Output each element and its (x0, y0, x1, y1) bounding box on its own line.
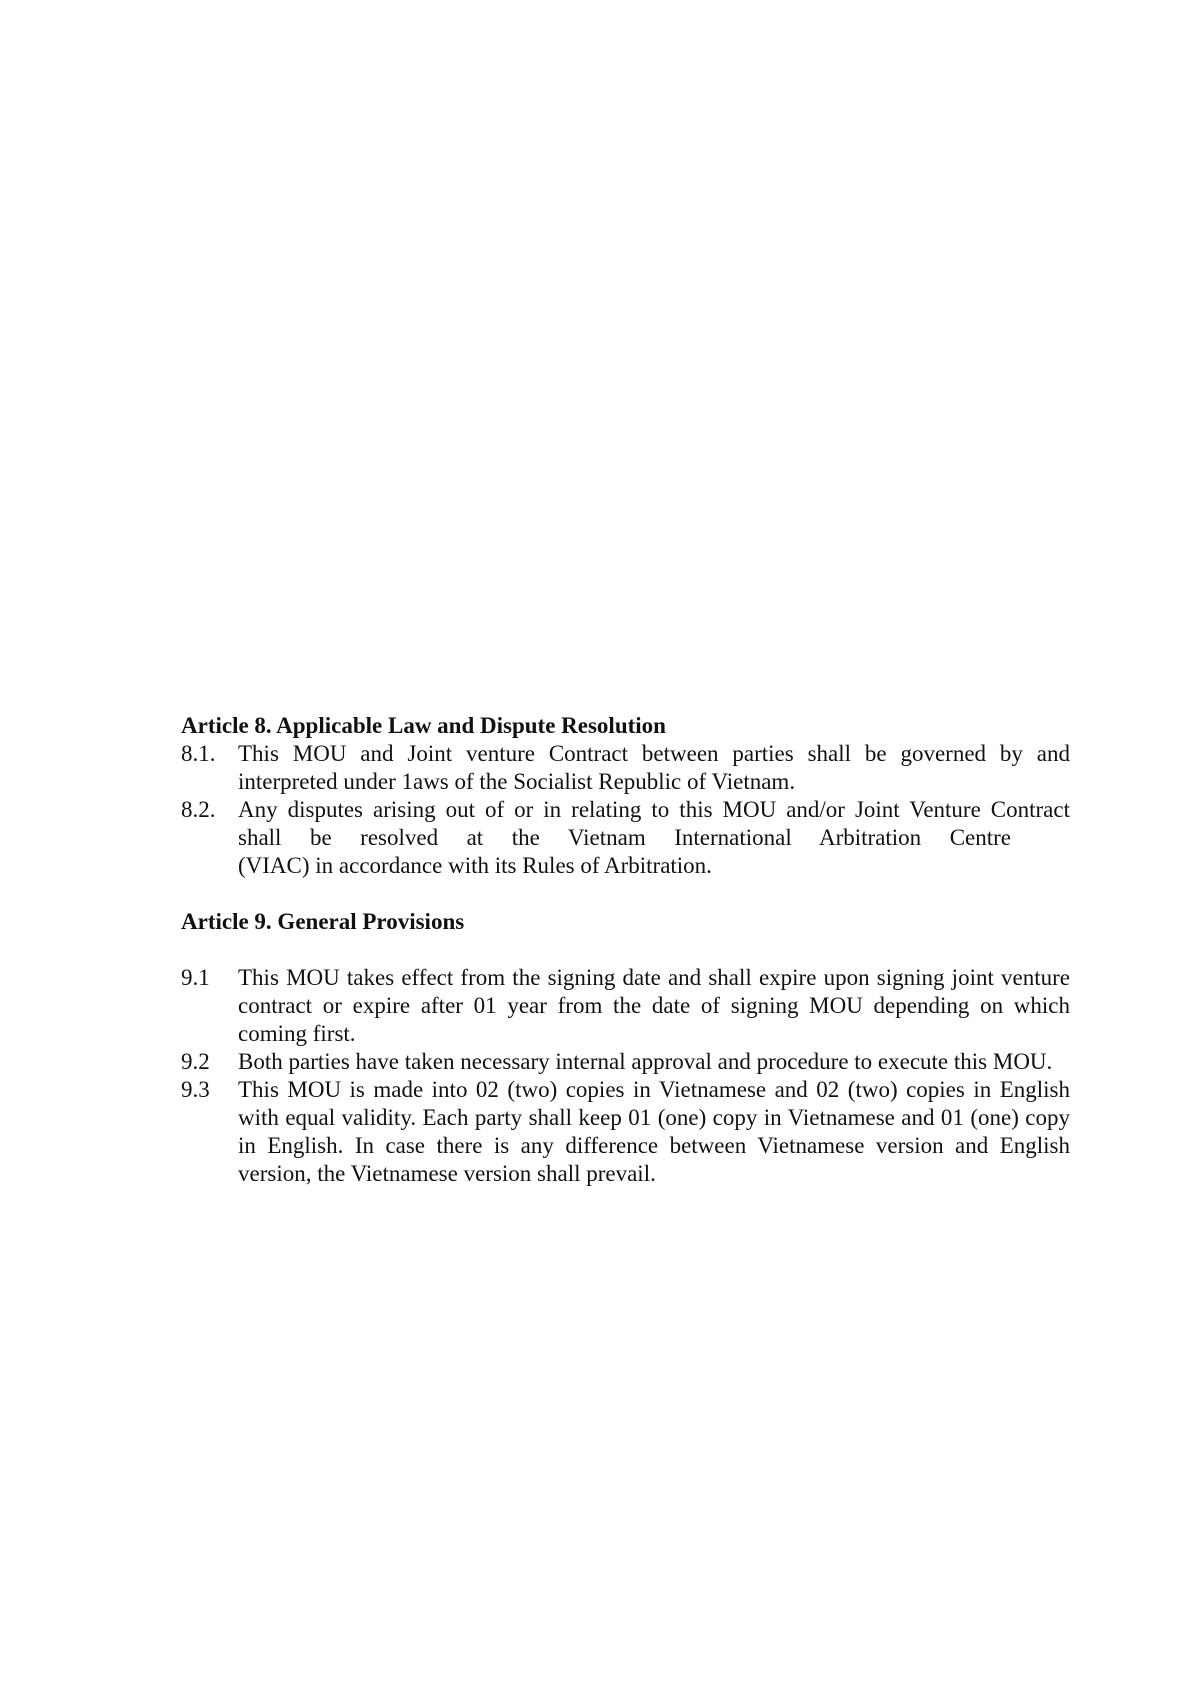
clause-9-3 (181, 1076, 1070, 1188)
section-gap (181, 880, 1070, 908)
article-9-clauses (181, 964, 1070, 1188)
clause-number: 9.3 (181, 1077, 210, 1102)
clause-number: 8.1. (181, 741, 216, 766)
clause-8-1 (181, 740, 1070, 796)
clause-text: This MOU takes effect from the signing date and shall expire upon signing joint venture contract or expire after 01 year from the date of signing MOU depending on which coming first. (238, 965, 1070, 1046)
clause-number: 8.2. (181, 797, 216, 822)
clause-text (238, 796, 1070, 880)
section-gap (181, 936, 1070, 964)
document-body (181, 712, 1070, 1188)
article-9-heading: Article 9. General Provisions (181, 909, 465, 934)
clause-9-2 (181, 1048, 1070, 1076)
clause-9-1 (181, 964, 1070, 1048)
clause-text-line: (VIAC) in accordance with its Rules of Arbitration. (238, 853, 712, 878)
clause-text: Both parties have taken necessary internal approval and procedure to execute this MOU. (238, 1049, 1053, 1074)
article-8-heading: Article 8. Applicable Law and Dispute Resolution (181, 713, 666, 738)
article-8-clauses (181, 740, 1070, 880)
clause-8-2 (181, 796, 1070, 880)
clause-number: 9.1 (181, 965, 210, 990)
clause-text: This MOU is made into 02 (two) copies in Vietnamese and 02 (two) copies in English with equal validity. Each party shall keep 01 (one) copy in Vietnamese and 01 (one) copy in English. In case there is any difference between Vietnamese version and English version, the Vietnamese version shall prevail. (238, 1077, 1070, 1186)
clause-number: 9.2 (181, 1049, 210, 1074)
clause-text-line: Any disputes arising out of or in relating to this MOU and/or Joint Venture Contract (238, 797, 1070, 822)
clause-text-line: shall be resolved at the Vietnam International Arbitration Centre (238, 825, 1011, 850)
clause-text: This MOU and Joint venture Contract between parties shall be governed by and interpreted under 1aws of the Socialist Republic of Vietnam. (238, 741, 1070, 794)
